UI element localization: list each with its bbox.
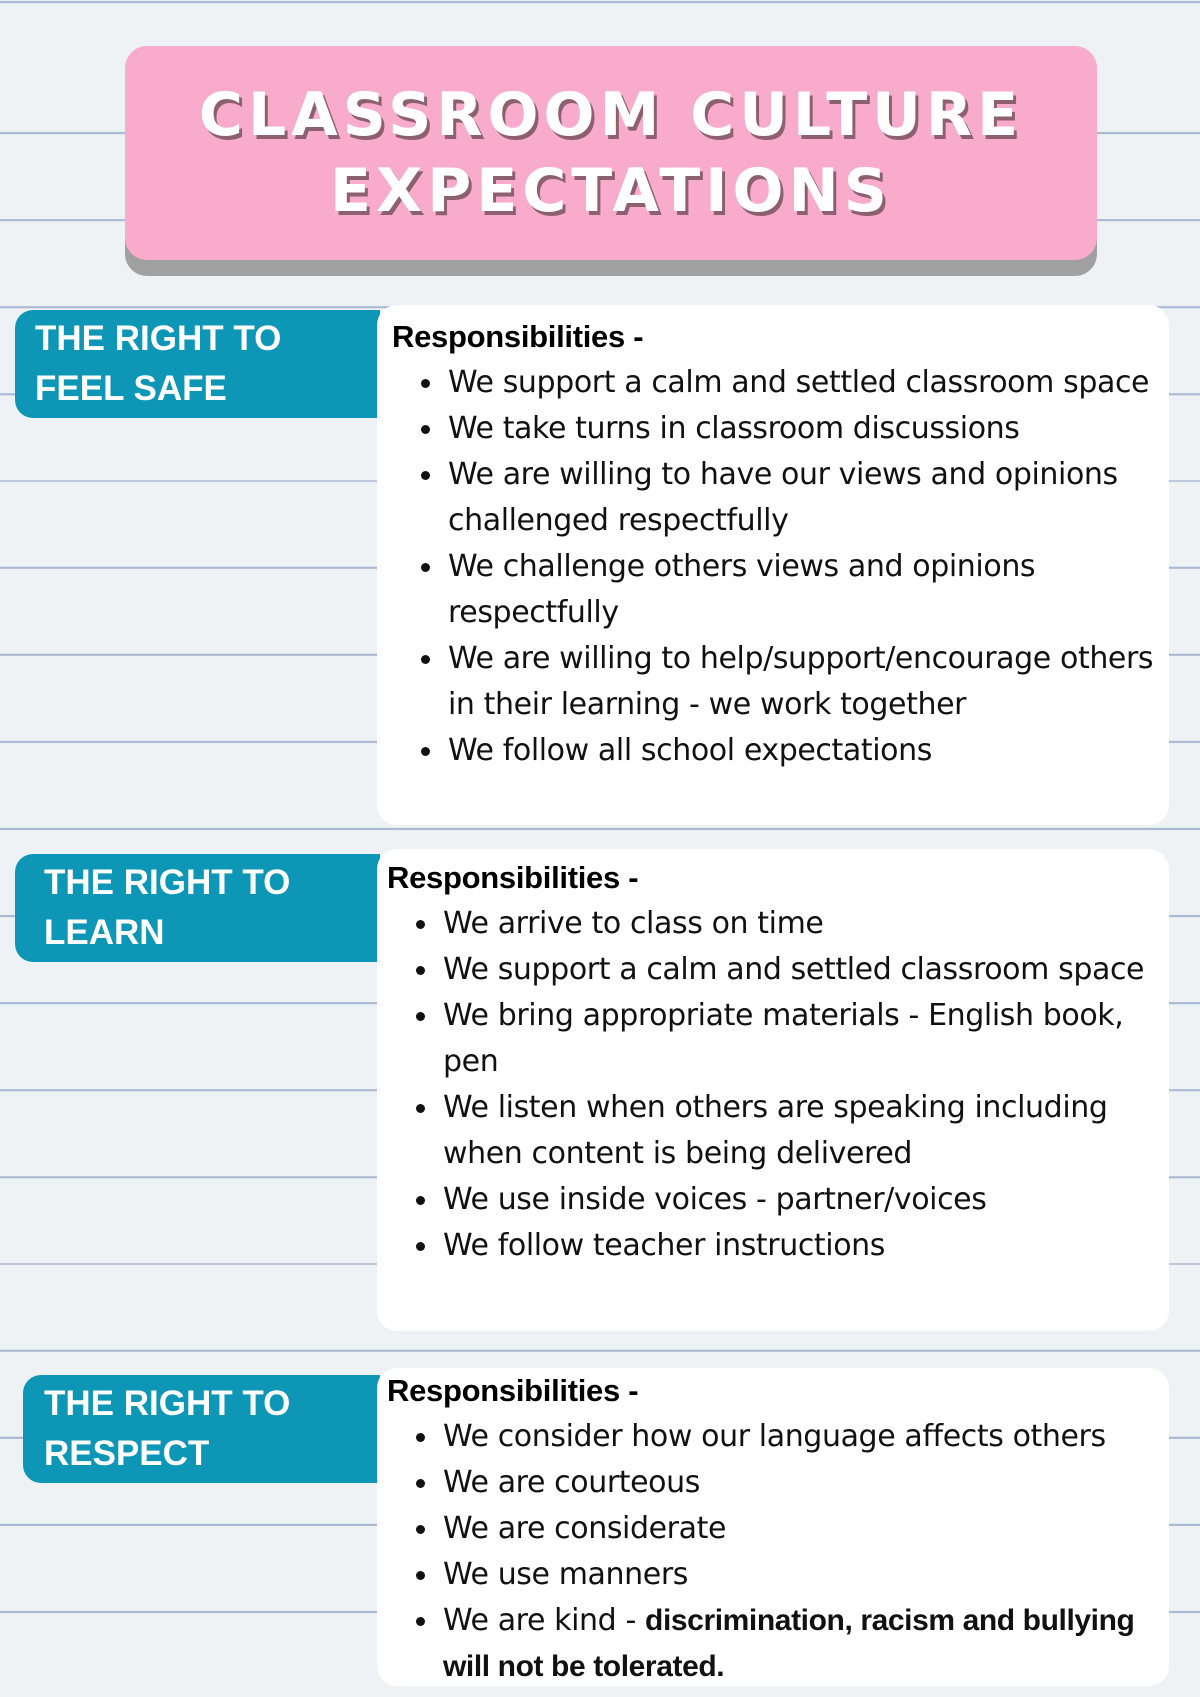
list-item: We follow all school expectations <box>392 728 1169 774</box>
list-item: We consider how our language affects others <box>387 1414 1169 1460</box>
tab-line-1: THE RIGHT TO <box>35 319 282 358</box>
bullet-icon <box>421 471 430 480</box>
responsibilities-heading: Responsibilities - <box>387 1373 639 1408</box>
responsibilities-list <box>387 1414 1169 1690</box>
bullet-icon <box>416 966 425 975</box>
list-item: We are willing to have our views and opinions challenged respectfully <box>392 452 1169 544</box>
bullet-icon <box>421 425 430 434</box>
bullet-icon <box>421 563 430 572</box>
responsibilities-list <box>387 901 1169 1269</box>
bullet-icon <box>416 1196 425 1205</box>
page-title <box>199 77 1023 229</box>
list-item: We challenge others views and opinions respectfully <box>392 544 1169 636</box>
list-item: We bring appropriate materials - English book, pen <box>387 993 1169 1085</box>
title-banner <box>125 46 1097 260</box>
tab-line-2: FEEL SAFE <box>35 369 227 408</box>
section-tab <box>23 1375 380 1483</box>
bullet-icon <box>421 379 430 388</box>
bullet-icon <box>416 1479 425 1488</box>
responsibilities-card <box>377 1368 1169 1686</box>
tab-line-1: THE RIGHT TO <box>44 1384 291 1423</box>
bullet-icon <box>416 1525 425 1534</box>
bullet-icon <box>421 747 430 756</box>
list-item: We use manners <box>387 1552 1169 1598</box>
list-item: We are kind - discrimination, racism and bullying will not be tolerated. <box>387 1598 1169 1690</box>
list-item: We are courteous <box>387 1460 1169 1506</box>
section-tab <box>15 854 380 962</box>
tab-line-1: THE RIGHT TO <box>44 863 291 902</box>
bullet-icon <box>416 1571 425 1580</box>
list-item: We arrive to class on time <box>387 901 1169 947</box>
list-item: We support a calm and settled classroom space <box>392 360 1169 406</box>
list-item: We are willing to help/support/encourage others in their learning - we work together <box>392 636 1169 728</box>
list-item: We follow teacher instructions <box>387 1223 1169 1269</box>
bullet-icon <box>416 1242 425 1251</box>
bullet-icon <box>416 1104 425 1113</box>
bullet-icon <box>416 920 425 929</box>
bullet-icon <box>416 1617 425 1626</box>
list-item: We take turns in classroom discussions <box>392 406 1169 452</box>
title-line-2: EXPECTATIONS <box>330 156 892 226</box>
list-item: We support a calm and settled classroom space <box>387 947 1169 993</box>
bullet-icon <box>421 655 430 664</box>
bullet-icon <box>416 1012 425 1021</box>
responsibilities-card <box>377 305 1169 825</box>
warning-text: discrimination, racism and bullying will not be tolerated. <box>443 1604 1135 1683</box>
responsibilities-card <box>377 849 1169 1331</box>
responsibilities-heading: Responsibilities - <box>392 319 644 354</box>
bullet-icon <box>416 1433 425 1442</box>
responsibilities-list <box>392 360 1169 774</box>
list-item: We are considerate <box>387 1506 1169 1552</box>
list-item: We listen when others are speaking including when content is being delivered <box>387 1085 1169 1177</box>
responsibilities-heading: Responsibilities - <box>387 860 639 895</box>
section-tab <box>15 310 380 418</box>
tab-line-2: LEARN <box>44 913 165 952</box>
list-item: We use inside voices - partner/voices <box>387 1177 1169 1223</box>
tab-line-2: RESPECT <box>44 1434 210 1473</box>
title-line-1: CLASSROOM CULTURE <box>198 80 1024 150</box>
